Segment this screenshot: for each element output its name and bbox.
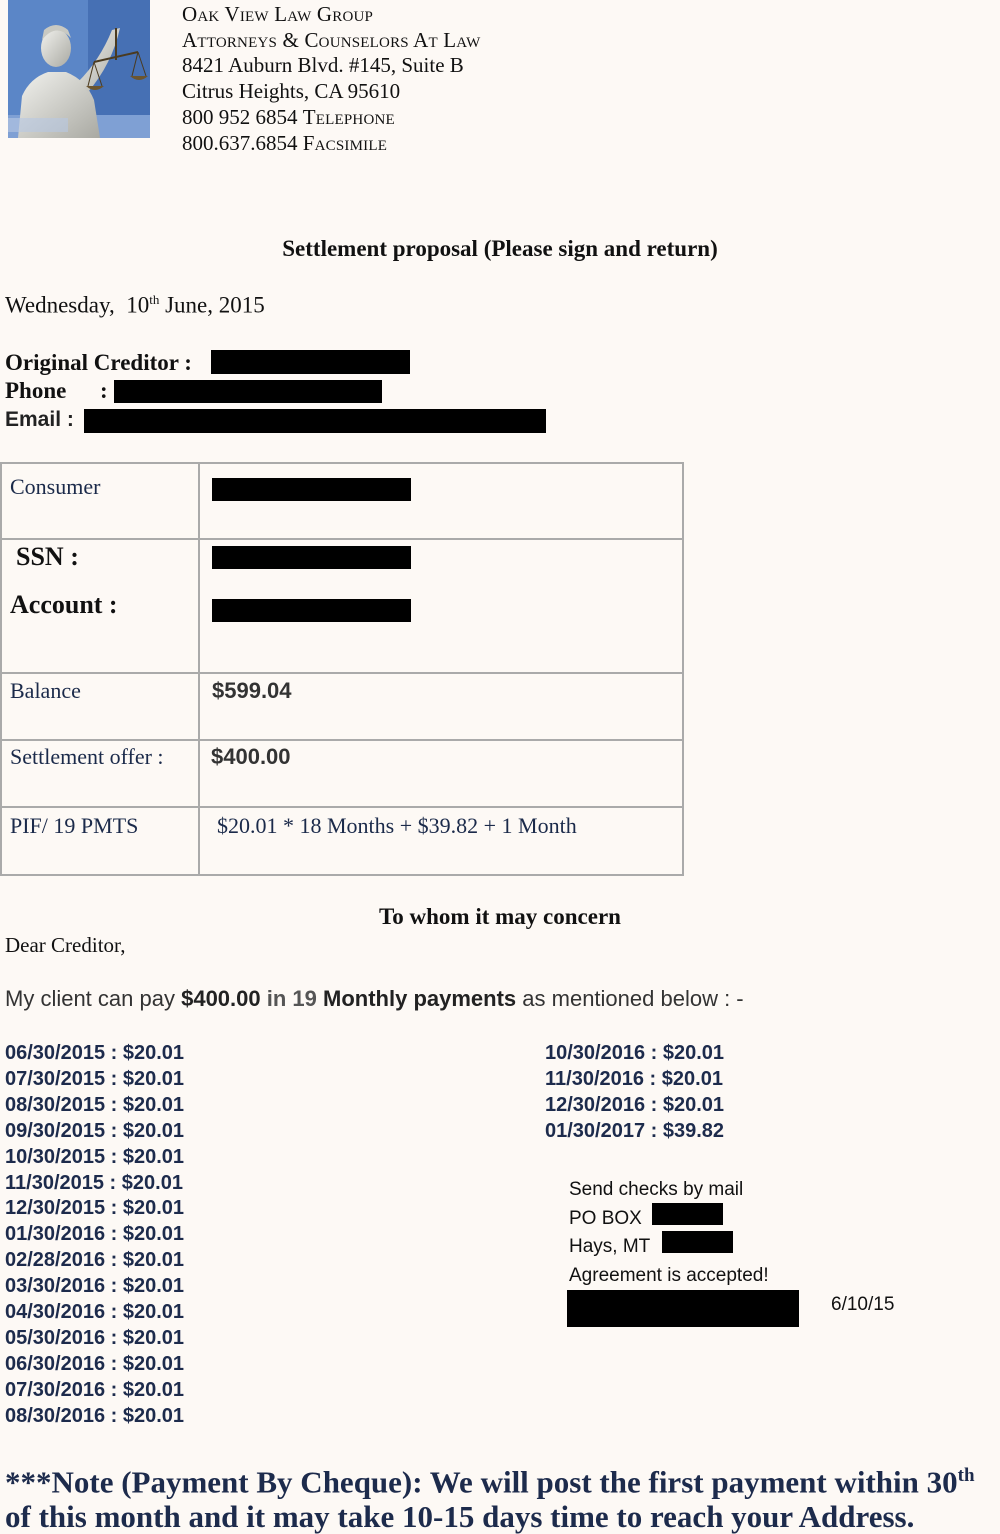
list-item: 03/30/2016 : $20.01 xyxy=(5,1275,185,1298)
facsimile-line xyxy=(182,131,481,157)
note-sup: th xyxy=(957,1465,975,1486)
letter-date xyxy=(5,292,265,319)
ssn-account-value-cell xyxy=(199,539,683,673)
redacted-phone xyxy=(114,380,382,403)
intro-monthly: Monthly payments xyxy=(323,986,517,1011)
consumer-value-cell xyxy=(199,463,683,539)
letter-salutation: Dear Creditor, xyxy=(5,933,126,957)
ssn-label: SSN : xyxy=(16,542,79,571)
address-line-2: Citrus Heights, CA 95610 xyxy=(182,79,401,104)
address-line-1: 8421 Auburn Blvd. #145, Suite B xyxy=(182,53,464,78)
payment-plan-label-cell xyxy=(1,807,199,875)
redacted-consumer-name xyxy=(212,478,411,501)
phone-label: Phone xyxy=(5,378,67,403)
list-item: 01/30/2017 : $39.82 xyxy=(545,1119,725,1142)
account-details-table xyxy=(0,462,684,876)
mail-line: Send checks by mail xyxy=(569,1179,744,1200)
table-row-settlement-offer xyxy=(1,740,683,807)
consumer-label-cell xyxy=(1,463,199,539)
list-item: 11/30/2016 : $20.01 xyxy=(545,1067,723,1090)
intro-amount: $400.00 xyxy=(181,986,261,1011)
balance-value: $599.04 xyxy=(212,678,292,703)
account-label: Account : xyxy=(10,590,118,619)
intro-pre: My client can pay xyxy=(5,986,175,1011)
date-day-suffix: th xyxy=(149,292,160,307)
date-weekday: Wednesday, xyxy=(5,292,115,318)
payment-note xyxy=(5,1458,995,1534)
email-label: Email : xyxy=(5,408,74,431)
list-item: 05/30/2016 : $20.01 xyxy=(5,1326,185,1349)
payment-plan-value: $20.01 * 18 Months + $39.82 + 1 Month xyxy=(217,813,577,838)
phone-colon: : xyxy=(100,378,108,403)
list-item: 01/30/2016 : $20.01 xyxy=(5,1223,185,1246)
lady-justice-logo-icon xyxy=(8,0,150,138)
payment-plan-value-cell xyxy=(199,807,683,875)
table-row-balance xyxy=(1,673,683,740)
ssn-account-label-cell xyxy=(1,539,199,673)
list-item: 06/30/2015 : $20.01 xyxy=(5,1042,185,1064)
redacted-ssn xyxy=(212,546,411,569)
list-item: 09/30/2015 : $20.01 xyxy=(5,1119,185,1142)
note-part-2: of this month and it may take 10-15 days time to reach your Address. xyxy=(5,1499,915,1534)
note-part-1: ***Note (Payment By Cheque): We will post the first payment within 30 xyxy=(5,1464,958,1500)
facsimile-number: 800.637.6854 xyxy=(182,130,298,155)
redacted-po-box xyxy=(652,1203,723,1225)
payment-schedule-left xyxy=(5,1041,184,1430)
list-item: 02/28/2016 : $20.01 xyxy=(5,1249,185,1272)
redacted-account xyxy=(212,599,411,622)
redacted-email xyxy=(84,409,546,433)
letter-heading: To whom it may concern xyxy=(379,904,621,929)
list-item: 06/30/2016 : $20.01 xyxy=(5,1352,185,1375)
payment-intro xyxy=(5,986,744,1012)
settlement-offer-label: Settlement offer : xyxy=(10,744,164,769)
telephone-number: 800 952 6854 xyxy=(182,104,298,129)
redacted-zip xyxy=(662,1231,733,1253)
lady-justice-statue-icon xyxy=(8,0,150,138)
telephone-line xyxy=(182,105,481,131)
settlement-offer-value: $400.00 xyxy=(211,744,291,769)
table-row-payment-plan xyxy=(1,807,683,875)
mail-city: Hays, MT xyxy=(569,1236,651,1258)
date-month-year: June, 2015 xyxy=(165,292,265,318)
payment-plan-label: PIF/ 19 PMTS xyxy=(10,813,139,838)
list-item: 08/30/2015 : $20.01 xyxy=(5,1093,185,1116)
intro-post: as mentioned below : - xyxy=(522,986,744,1011)
consumer-label: Consumer xyxy=(10,474,101,499)
agreement-accepted: Agreement is accepted! xyxy=(569,1265,769,1287)
table-row-consumer xyxy=(1,463,683,539)
facsimile-label: Facsimile xyxy=(302,130,388,155)
settlement-offer-label-cell xyxy=(1,740,199,807)
document-title: Settlement proposal (Please sign and return) xyxy=(282,236,718,261)
list-item: 12/30/2015 : $20.01 xyxy=(5,1197,185,1220)
signed-date: 6/10/15 xyxy=(831,1294,895,1315)
list-item: 12/30/2016 : $20.01 xyxy=(545,1093,725,1116)
list-item: 10/30/2015 : $20.01 xyxy=(5,1145,185,1168)
po-box-label: PO BOX xyxy=(569,1207,642,1229)
redacted-creditor-name xyxy=(211,350,410,374)
intro-count: in 19 xyxy=(266,986,317,1011)
settlement-offer-value-cell xyxy=(199,740,683,807)
list-item: 07/30/2016 : $20.01 xyxy=(5,1378,185,1401)
list-item: 04/30/2016 : $20.01 xyxy=(5,1301,185,1324)
balance-label: Balance xyxy=(10,678,81,703)
payment-schedule-right xyxy=(545,1041,724,1145)
date-day: 10 xyxy=(126,292,150,318)
list-item: 11/30/2015 : $20.01 xyxy=(5,1171,183,1194)
firm-tagline: Attorneys & Counselors At Law xyxy=(182,27,481,52)
firm-name: Oak View Law Group xyxy=(182,2,374,26)
original-creditor-label: Original Creditor : xyxy=(5,350,192,375)
redacted-signature xyxy=(567,1290,799,1327)
balance-value-cell xyxy=(199,673,683,740)
list-item: 08/30/2016 : $20.01 xyxy=(5,1404,185,1427)
table-row-ssn-account xyxy=(1,539,683,673)
list-item: 10/30/2016 : $20.01 xyxy=(545,1042,725,1064)
telephone-label: Telephone xyxy=(302,104,395,129)
list-item: 07/30/2015 : $20.01 xyxy=(5,1067,185,1090)
balance-label-cell xyxy=(1,673,199,740)
letterhead xyxy=(182,2,481,156)
